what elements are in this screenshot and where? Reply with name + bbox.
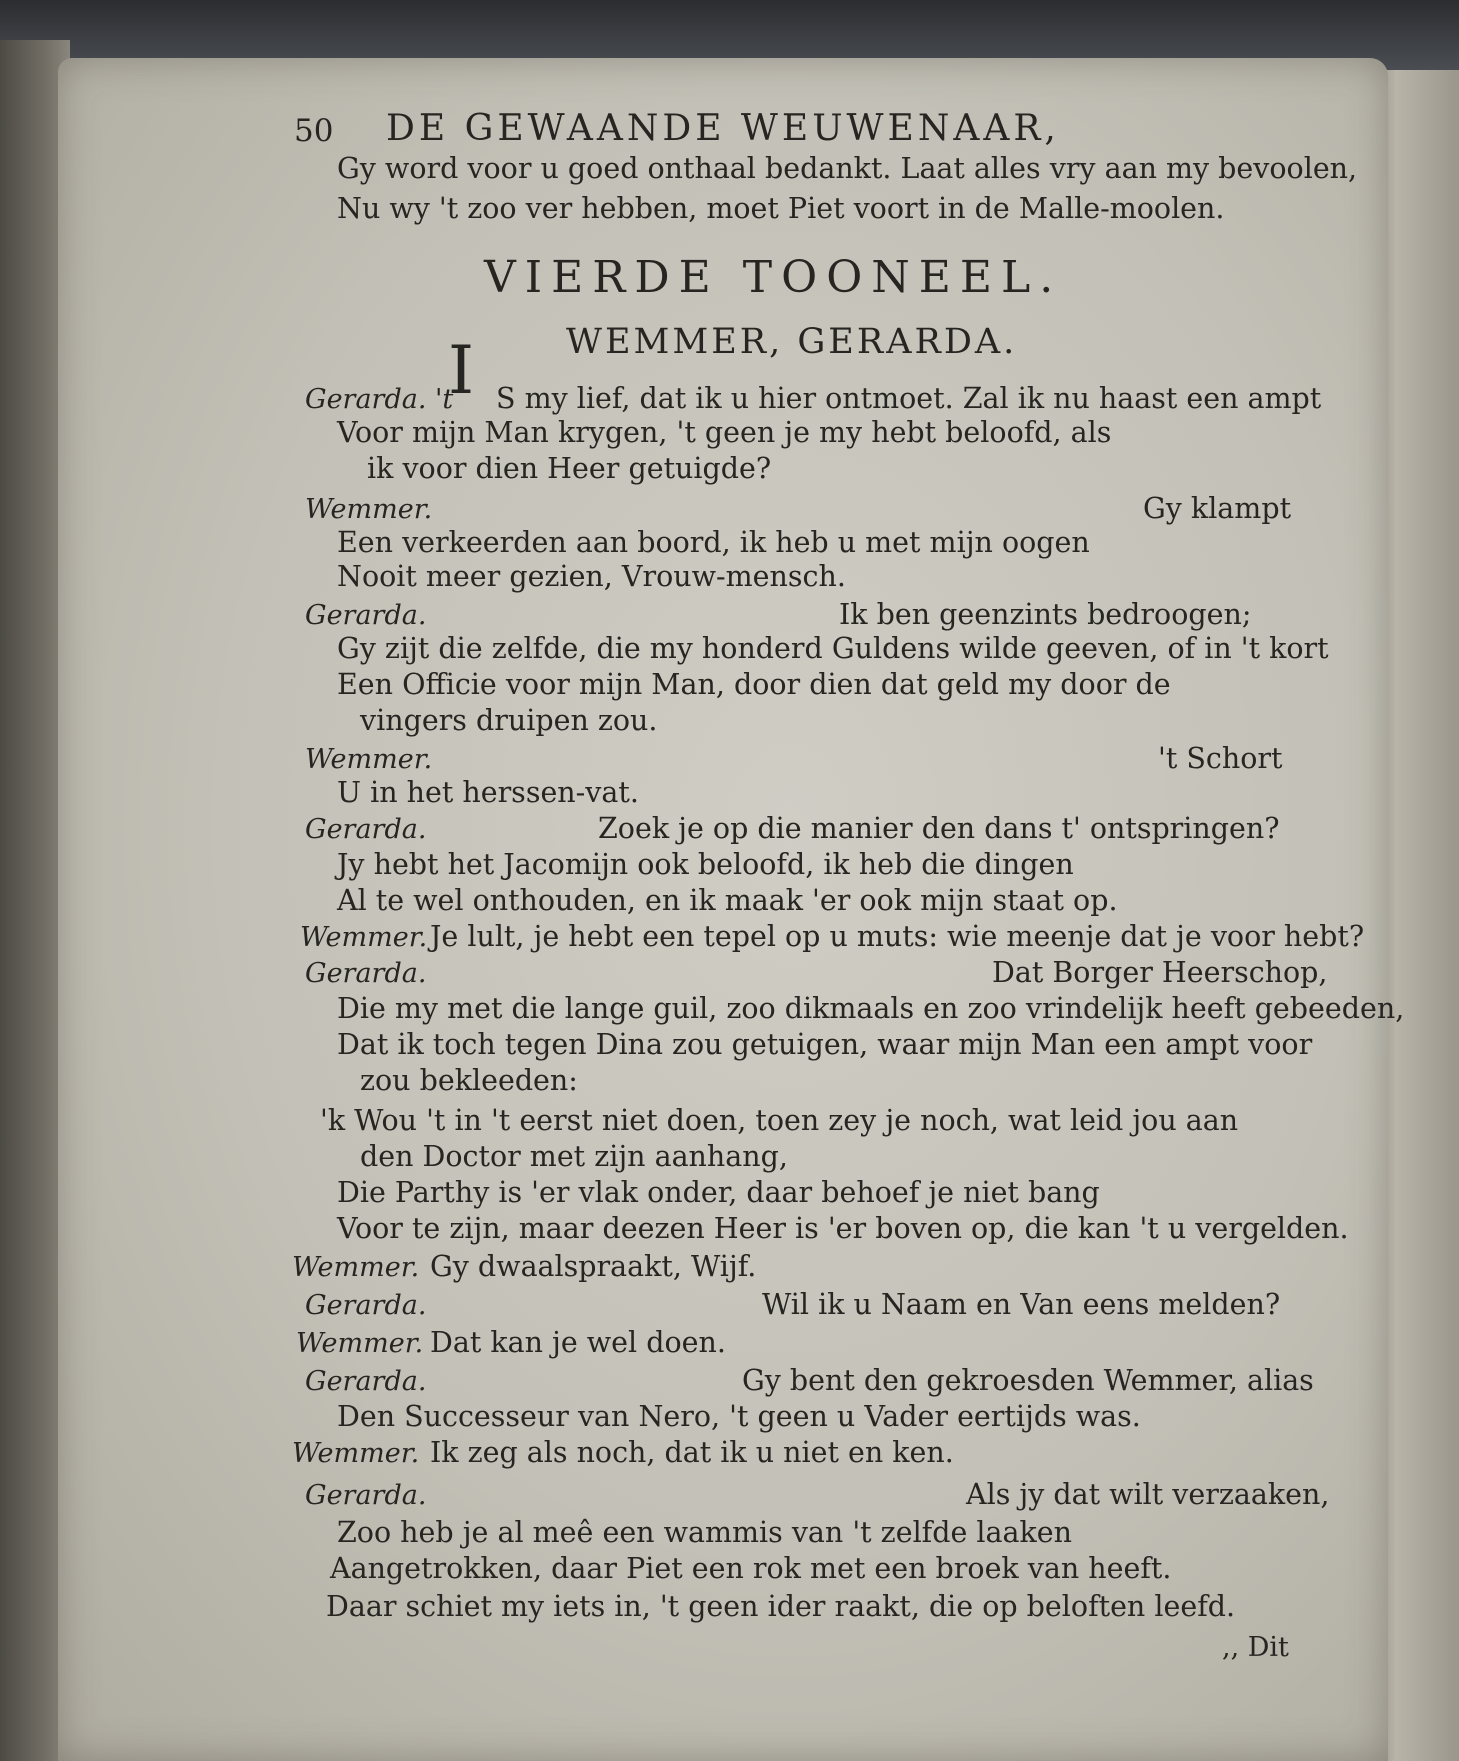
speaker-label: Wemmer.: [296, 1328, 424, 1359]
verse-line: Gy bent den gekroesden Wemmer, alias: [742, 1364, 1314, 1397]
verse-line: Aangetrokken, daar Piet een rok met een broek van heeft.: [330, 1552, 1172, 1585]
verse-line: den Doctor met zijn aanhang,: [360, 1140, 788, 1173]
verse-line: Dat kan je wel doen.: [430, 1326, 726, 1359]
speaker-label: Gerarda.: [305, 958, 427, 989]
running-title: DE GEWAANDE WEUWENAAR,: [386, 108, 1060, 149]
verse-line: zou bekleeden:: [360, 1064, 578, 1097]
verse-line: Nu wy 't zoo ver hebben, moet Piet voort in de Malle-moolen.: [337, 192, 1225, 225]
catchword: ,, Dit: [1222, 1632, 1289, 1663]
verse-line: Je lult, je hebt een tepel op u muts: wie meenje dat je voor hebt?: [430, 920, 1365, 953]
verse-line: Zoek je op die manier den dans t' ontspringen?: [598, 812, 1280, 845]
speaker-label: Gerarda.: [305, 814, 427, 845]
verse-line: Voor mijn Man krygen, 't geen je my hebt beloofd, als: [337, 416, 1112, 449]
verse-line: Gy dwaalspraakt, Wijf.: [430, 1250, 757, 1283]
dramatis-personae: WEMMER, GERARDA.: [566, 322, 1018, 362]
speaker-label: Wemmer.: [292, 1438, 420, 1469]
speaker-label: Wemmer.: [292, 1252, 420, 1283]
verse-line: 'k Wou 't in 't eerst niet doen, toen zey je noch, wat leid jou aan: [320, 1104, 1239, 1137]
verse-line: Den Successeur van Nero, 't geen u Vader eertijds was.: [337, 1400, 1141, 1433]
verse-line: Gy word voor u goed onthaal bedankt. Laat alles vry aan my bevoolen,: [337, 152, 1358, 185]
verse-line: ik voor dien Heer getuigde?: [367, 452, 772, 485]
speaker-label: Wemmer.: [305, 494, 433, 525]
verse-line: Dat Borger Heerschop,: [992, 956, 1328, 989]
verse-line: vingers druipen zou.: [360, 704, 658, 737]
verse-line: Gy klampt: [1143, 492, 1292, 525]
verse-line: Voor te zijn, maar deezen Heer is 'er boven op, die kan 't u vergelden.: [337, 1212, 1349, 1245]
speaker-label: Wemmer.: [305, 744, 433, 775]
verse-line: Ik zeg als noch, dat ik u niet en ken.: [430, 1436, 954, 1469]
verse-line: Een verkeerden aan boord, ik heb u met mijn oogen: [337, 526, 1090, 559]
speaker-label: Gerarda.: [305, 1366, 427, 1397]
verse-line: Die Parthy is 'er vlak onder, daar behoef je niet bang: [337, 1176, 1100, 1209]
scene-title: VIERDE TOONEEL.: [484, 252, 1063, 303]
verse-line: Al te wel onthouden, en ik maak 'er ook mijn staat op.: [337, 884, 1118, 917]
verse-line: Nooit meer gezien, Vrouw-mensch.: [337, 560, 846, 593]
speaker-label: Gerarda.: [305, 1290, 427, 1321]
verse-line: Dat ik toch tegen Dina zou getuigen, waar mijn Man een ampt voor: [337, 1028, 1313, 1061]
verse-line: S my lief, dat ik u hier ontmoet. Zal ik nu haast een ampt: [496, 382, 1322, 415]
verse-line: Jy hebt het Jacomijn ook beloofd, ik heb die dingen: [337, 848, 1074, 881]
verse-line: U in het herssen-vat.: [337, 776, 639, 809]
verse-line: 't Schort: [1158, 742, 1283, 775]
verse-line: Een Officie voor mijn Man, door dien dat geld my door de: [337, 668, 1171, 701]
speaker-label: Gerarda.: [305, 600, 427, 631]
verse-line: Gy zijt die zelfde, die my honderd Guldens wilde geeven, of in 't kort: [337, 632, 1329, 665]
verse-line: Wil ik u Naam en Van eens melden?: [762, 1288, 1281, 1321]
verse-line: Zoo heb je al meê een wammis van 't zelfde laaken: [337, 1516, 1072, 1549]
verse-line: Ik ben geenzints bedroogen;: [839, 598, 1252, 631]
speaker-label: Gerarda.: [305, 1480, 427, 1511]
verse-line: Die my met die lange guil, zoo dikmaals en zoo vrindelijk heeft gebeeden,: [337, 992, 1405, 1025]
drop-cap: I: [448, 332, 475, 409]
verse-line: Als jy dat wilt verzaaken,: [966, 1478, 1330, 1511]
speaker-label: Gerarda. 't: [305, 384, 454, 415]
speaker-label: Wemmer.: [300, 922, 428, 953]
page-number: 50: [294, 113, 334, 149]
verse-line: Daar schiet my iets in, 't geen ider raakt, die op beloften leefd.: [326, 1590, 1236, 1623]
